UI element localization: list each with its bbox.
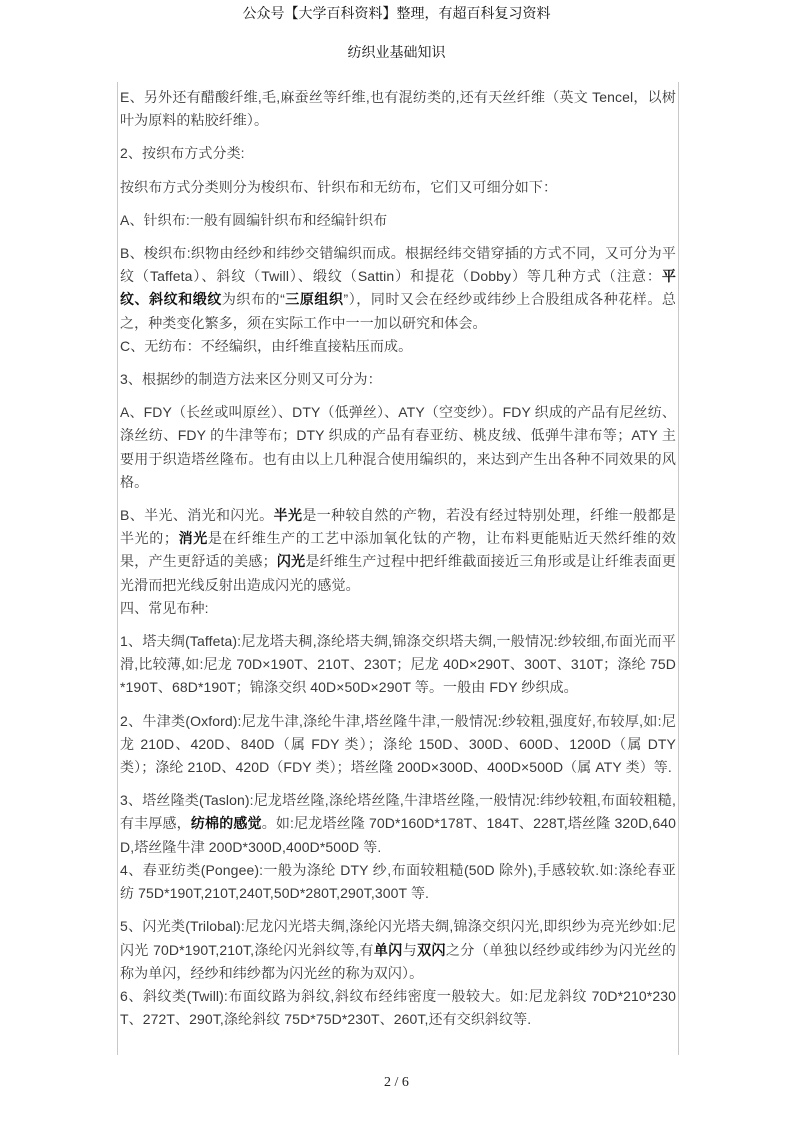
bold-text: 双闪 bbox=[417, 941, 446, 958]
document-body bbox=[117, 82, 679, 1055]
bold-text: 闪光 bbox=[276, 553, 306, 570]
text-segment: 按织布方式分类则分为梭织布、针织布和无纺布，它们又可细分如下： bbox=[120, 178, 558, 195]
paragraph bbox=[120, 504, 676, 597]
text-segment: 3、根据纱的制造方法来区分则又可分为： bbox=[120, 371, 382, 388]
bold-text: 半光 bbox=[273, 507, 303, 524]
paragraph bbox=[120, 86, 676, 132]
paragraph bbox=[120, 401, 676, 494]
paragraph bbox=[120, 915, 676, 985]
text-segment: 四、常见布种: bbox=[120, 599, 209, 616]
text-segment: A、针织布:一般有圆编针织布和经编针织布 bbox=[120, 211, 388, 228]
text-segment: 为织布的“ bbox=[221, 291, 285, 308]
page-number: 2 / 6 bbox=[384, 1075, 409, 1090]
paragraph bbox=[120, 368, 676, 391]
text-segment: 。如:尼龙塔丝隆 70D*160D*178T、184T、228T,塔丝隆 320D,640D,塔丝隆牛津 200D*300D,400D*500D 等. bbox=[120, 815, 676, 855]
text-segment: 2、牛津类(Oxford):尼龙牛津,涤纶牛津,塔丝隆牛津,一般情况:纱较粗,强度好,布较厚,如:尼龙 210D、420D、840D（属 FDY 类）；涤纶 150D、300D、600D、1200D（属 DTY 类）；涤纶 210D、420D（FDY 类）；塔丝隆 200D×300D、400D×500D（属 ATY 类）等. bbox=[120, 712, 676, 776]
paragraph bbox=[120, 710, 676, 780]
text-segment: B、半光、消光和闪光。 bbox=[120, 507, 274, 524]
paragraph bbox=[120, 630, 676, 700]
text-segment: 6、斜纹类(Twill):布面纹路为斜纹,斜纹布经纬密度一般较大。如:尼龙斜纹 70D*210*230T、272T、290T,涤纶斜纹 75D*75D*230T、260T,还有交织斜纹等. bbox=[120, 987, 676, 1028]
text-segment: B、梭织布:织物由经纱和纬纱交错编织而成。根据经纬交错穿插的方式不同，又可分为平纹（Taffeta）、斜纹（Twill）、缎纹（Sattin）和提花（Dobby）等几种方式（注意： bbox=[120, 245, 676, 285]
bold-text: 三原组织 bbox=[284, 291, 344, 308]
page-title: 纺织业基础知识 bbox=[347, 46, 446, 61]
text-segment: E、另外还有醋酸纤维,毛,麻蚕丝等纤维,也有混纺类的,还有天丝纤维（英文 Tencel，以树叶为原料的粘胶纤维）。 bbox=[120, 89, 676, 129]
text-segment: 5、闪光类(Trilobal):尼龙闪光塔夫绸,涤纶闪光塔夫绸,锦涤交织闪光,即织纱为亮光纱如:尼闪光 70D*190T,210T,涤纶闪光斜纹等,有 bbox=[120, 918, 676, 958]
text-segment: ”），同时又会在经纱或纬纱上合股组成各种花样。总之，种类变化繁多，须在实际工作中一一加以研究和体会。 bbox=[120, 291, 677, 331]
paragraph bbox=[120, 176, 676, 199]
bold-text: 纺棉的感觉 bbox=[190, 815, 262, 832]
bold-text: 单闪 bbox=[373, 941, 403, 958]
text-segment: 3、塔丝隆类(Taslon):尼龙塔丝隆,涤纶塔丝隆,牛津塔丝隆,一般情况:纬纱较粗,布面较粗糙,有丰厚感， bbox=[120, 792, 676, 832]
paragraph bbox=[120, 859, 676, 905]
paragraph bbox=[120, 597, 676, 620]
text-segment: 之分（单独以经纱或纬纱为闪光丝的称为单闪，经纱和纬纱都为闪光丝的称为双闪）。 bbox=[120, 941, 677, 981]
text-segment: 是纤维生产过程中把纤维截面接近三角形或是让纤维表面更光滑而把光线反射出造成闪光的感觉。 bbox=[120, 553, 676, 593]
paragraph bbox=[120, 985, 676, 1031]
paragraph bbox=[120, 242, 676, 335]
paragraph bbox=[120, 335, 676, 358]
text-segment: 是在纤维生产的工艺中添加氧化钛的产物，让布料更能贴近天然纤维的效果，产生更舒适的美感； bbox=[120, 530, 677, 570]
paragraph bbox=[120, 209, 676, 232]
text-segment: 是一种较自然的产物，若没有经过特别处理，纤维一般都是半光的； bbox=[120, 507, 676, 547]
paragraph bbox=[120, 142, 676, 165]
text-segment: 1、塔夫绸(Taffeta):尼龙塔夫稠,涤纶塔夫绸,锦涤交织塔夫绸,一般情况:纱较细,布面光而平滑,比较薄,如:尼龙 70D×190T、210T、230T；尼龙 40D×290T、300T、310T；涤纶 75D*190T、68D*190T；锦涤交织 40D×50D×290T 等。一般由 FDY 纱织成。 bbox=[120, 633, 676, 696]
text-segment: C、无纺布：不经编织，由纤维直接粘压而成。 bbox=[120, 337, 413, 354]
text-segment: A、FDY（长丝或叫原丝）、DTY（低弹丝）、ATY（空变纱）。FDY 织成的产品有尼丝纺、涤丝纺、FDY 的牛津等布；DTY 织成的产品有春亚纺、桃皮绒、低弹牛津布等；ATY 主要用于织造塔丝隆布。也有由以上几种混合使用编织的，来达到产生出各种不同效果的风格。 bbox=[120, 404, 676, 490]
text-segment: 2、按织布方式分类: bbox=[120, 145, 245, 162]
text-segment: 4、春亚纺类(Pongee):一般为涤纶 DTY 纱,布面较粗糙(50D 除外),手感较软.如:涤纶春亚纺 75D*190T,210T,240T,50D*280T,290T,300T 等. bbox=[120, 861, 676, 902]
header-banner: 公众号【大学百科资料】整理，有超百科复习资料 bbox=[242, 7, 551, 22]
paragraph bbox=[120, 789, 676, 859]
bold-text: 消光 bbox=[178, 530, 208, 547]
bold-text: 平纹、斜纹和缎纹 bbox=[120, 268, 676, 308]
text-segment: 与 bbox=[402, 941, 418, 958]
